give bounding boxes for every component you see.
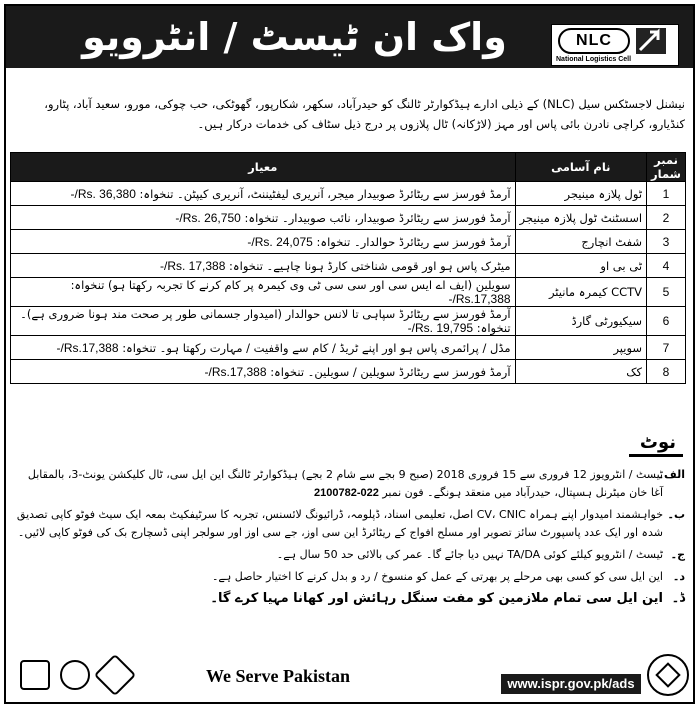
post-name: اسسٹنٹ ٹول پلازہ مینیجر: [515, 206, 646, 230]
salary: Rs. 26,750/-: [175, 210, 241, 225]
note-marker: ج۔: [670, 548, 685, 561]
criteria-cell: [11, 182, 516, 206]
slogan: We Serve Pakistan: [206, 666, 350, 686]
table-row: [11, 336, 686, 360]
header-criteria: معیار: [11, 153, 516, 182]
table-row: [11, 307, 686, 336]
notes-heading-underline: [629, 454, 683, 457]
post-name: سیکیورٹی گارڈ: [515, 307, 646, 336]
navy-crest-icon: [60, 660, 90, 690]
table-header-row: [11, 153, 686, 182]
salary: Rs. 19,795/-: [407, 321, 474, 335]
row-number: 5: [647, 278, 686, 307]
nlc-logo-subtitle: National Logistics Cell: [556, 56, 632, 63]
row-number: 6: [647, 307, 686, 336]
header-serial: نمبر شمار: [647, 153, 686, 182]
table-row: [11, 360, 686, 384]
note-item: [16, 466, 685, 502]
criteria-text: سویلین (ایف اے ایس سی اور سی سی ٹی وی کیمرہ پر کام کرنے کا تجربہ رکھتا ہو) تنخواہ:: [70, 278, 511, 292]
note-item: [16, 590, 685, 608]
table-row: [11, 182, 686, 206]
salary: Rs.17,388/-: [204, 364, 267, 379]
criteria-text: میٹرک پاس ہو اور قومی شناختی کارڈ ہونا چاہیے۔ تنخواہ:: [229, 258, 511, 273]
ad-title: واک ان ٹیسٹ / انٹرویو: [82, 15, 507, 59]
post-name: سویپر: [515, 336, 646, 360]
ispr-logo-icon: [647, 654, 689, 696]
post-name: ٹول پلازہ مینیجر: [515, 182, 646, 206]
row-number: 7: [647, 336, 686, 360]
criteria-cell: [11, 230, 516, 254]
note-text: این ایل سی کو کسی بھی مرحلے پر بھرتی کے عمل کو منسوخ / رد و بدل کرنے کا اختیار حاصل ہے۔: [211, 570, 663, 583]
note-item: [16, 546, 685, 564]
note-text: ٹیسٹ / انٹرویوز 12 فروری سے 15 فروری 2018 (صبح 9 بجے سے شام 2 بجے) ہیڈکوارٹر ٹالنگ این ایل سی، ٹال کلیکشن یونٹ-3، بالمقابل آغا خان میٹرنل ہسپتال، حیدرآباد میں منعقد ہونگے۔ فون نمبر: [27, 468, 663, 499]
salary: Rs. 36,380/-: [70, 186, 136, 201]
criteria-text: آرمڈ فورسز سے ریٹائرڈ سپاہی تا لانس حوالدار (امیدوار جسمانی طور پر صحت مند ہونا ضروری ہے)۔ تنخواہ:: [20, 307, 511, 335]
notes-list: [16, 466, 685, 612]
criteria-text: آرمڈ فورسز سے ریٹائرڈ صوبیدار میجر، آنریری لیفٹیننٹ، آنریری کیپٹن۔ تنخواہ:: [139, 186, 511, 201]
row-number: 4: [647, 254, 686, 278]
row-number: 1: [647, 182, 686, 206]
table-row: [11, 278, 686, 307]
criteria-text: آرمڈ فورسز سے ریٹائرڈ حوالدار۔ تنخواہ:: [316, 234, 511, 249]
services-crests: [20, 658, 140, 698]
phone-number: 022-2100782: [314, 487, 379, 499]
post-name: CCTV کیمرہ مانیٹر: [515, 278, 646, 307]
salary: Rs. 24,075/-: [247, 234, 313, 249]
army-crest-icon: [20, 660, 50, 690]
row-number: 3: [647, 230, 686, 254]
note-text: ٹیسٹ / انٹرویو کیلئے کوئی TA/DA نہیں دیا جائے گا۔ عمر کی بالائی حد 50 سال ہے۔: [276, 548, 663, 561]
note-marker: د۔: [672, 570, 685, 583]
table-row: [11, 206, 686, 230]
row-number: 2: [647, 206, 686, 230]
note-marker: الف۔: [657, 468, 685, 481]
notes-heading: نوٹ: [639, 432, 676, 453]
criteria-text: آرمڈ فورسز سے ریٹائرڈ صوبیدار، نائب صوبیدار۔ تنخواہ:: [244, 210, 511, 225]
nlc-logo: [551, 24, 679, 66]
intro-paragraph: نیشنل لاجسٹکس سیل (NLC) کے ذیلی ادارے ہیڈکوارٹر ٹالنگ کو حیدرآباد، سکھر، شکارپور، گھوٹکی، حب چوکی، مورو، سعید آباد، پٹارو، کنڈیارو، کراچی نادرن بائی پاس اور مہز (لاڑکانہ) ٹال پلازوں پر درج ذیل سٹاف کی خدمات درکار ہیں۔: [44, 97, 685, 131]
header-post: نام آسامی: [515, 153, 646, 182]
note-item: [16, 568, 685, 586]
header-banner: [6, 6, 693, 68]
criteria-cell: [11, 336, 516, 360]
note-marker: ب۔: [667, 508, 685, 521]
post-name: شفٹ انچارج: [515, 230, 646, 254]
vacancy-table: [10, 152, 686, 384]
note-text: این ایل سی تمام ملازمین کو مفت سنگل رہائش اور کھانا مہیا کرے گا۔: [210, 591, 663, 606]
ispr-url[interactable]: www.ispr.gov.pk/ads: [501, 674, 641, 694]
table-row: [11, 254, 686, 278]
table-row: [11, 230, 686, 254]
post-name: ٹی بی او: [515, 254, 646, 278]
criteria-cell: [11, 206, 516, 230]
airforce-crest-icon: [94, 654, 136, 696]
salary: Rs.17,388/-: [56, 340, 119, 355]
nlc-logo-text: NLC: [558, 28, 630, 54]
salary: Rs. 17,388/-: [160, 258, 226, 273]
criteria-cell: [11, 307, 516, 336]
note-item: [16, 506, 685, 542]
note-marker: ڈ۔: [671, 591, 685, 606]
post-name: کک: [515, 360, 646, 384]
criteria-text: مڈل / پرائمری پاس ہو اور اپنے ٹریڈ / کام سے واقفیت / مہارت رکھتا ہو۔ تنخواہ:: [122, 340, 511, 355]
advertisement-page: [4, 4, 695, 704]
nlc-arrow-icon: [636, 28, 666, 54]
salary: Rs.17,388/-: [448, 292, 511, 306]
criteria-cell: [11, 360, 516, 384]
note-text: خواہشمند امیدوار اپنے ہمراہ CV، CNIC اصل، تعلیمی اسناد، ڈپلومہ، ڈرائیونگ لائسنس، تجربہ کا سرٹیفکیٹ بمعہ ایک سیٹ فوٹو کاپی تصدیق شدہ اور ایک عدد پاسپورٹ سائز تصویر اور مسلح افواج کے ریٹائرڈ این سی اوز، جے سی اوز اور سولجر اپنی ڈسچارج بک کی فوٹو کاپی لائیں۔: [16, 508, 663, 539]
criteria-text: آرمڈ فورسز سے ریٹائرڈ سویلین / سویلین۔ تنخواہ:: [270, 364, 511, 379]
row-number: 8: [647, 360, 686, 384]
criteria-cell: [11, 254, 516, 278]
criteria-cell: [11, 278, 516, 307]
